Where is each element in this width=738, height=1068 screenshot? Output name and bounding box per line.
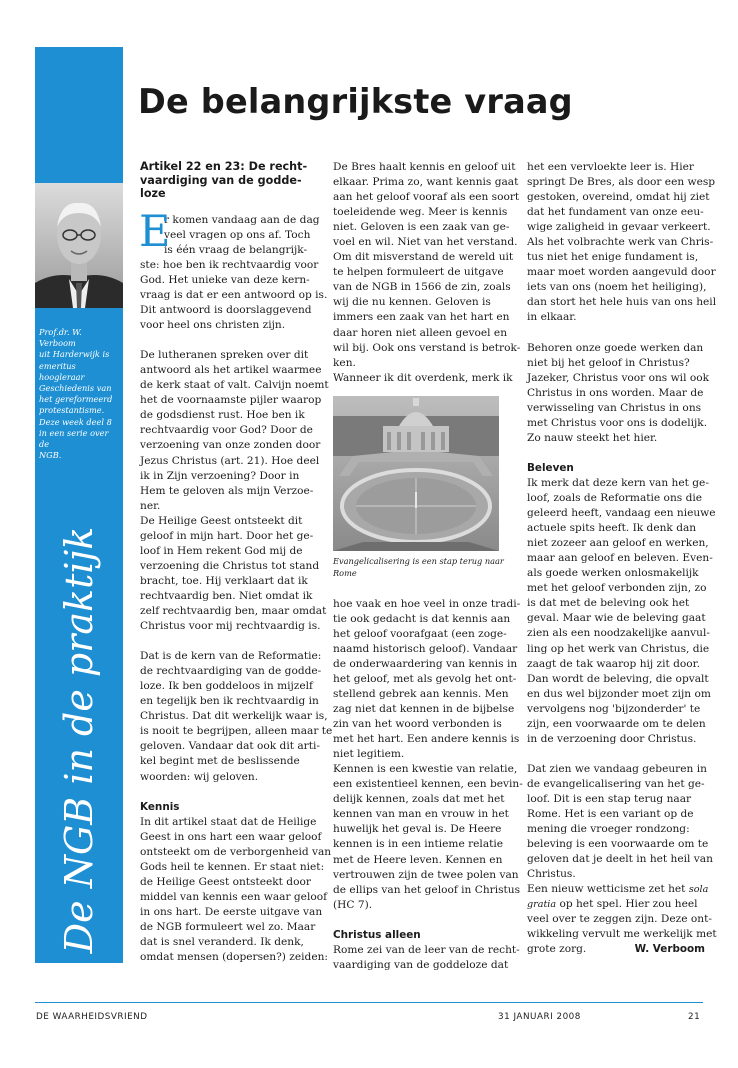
paragraph: Rome zei van de leer van de recht- vaardiging van de goddeloze dat	[333, 943, 520, 971]
series-title-box	[35, 517, 123, 963]
column-2	[333, 160, 523, 973]
series-title: De NGB in de praktijk	[57, 526, 101, 954]
author-caption-line: protestantisme.	[39, 405, 105, 416]
author-caption-line: emeritus hoogleraar	[39, 360, 85, 382]
paragraph: De lutheranen spreken over dit antwoord als het artikel waarmee de kerk staat of valt. Calvijn noemt het de voornaamste pijler waarop de godsdienst rust. Hoe ben ik rechtvaardig voor God? Door de verzoening van onze zonden door Jezus Christus (art. 21). Hoe deel ik in Zijn verzoening? Door in Hem te geloven als mijn Verzoe- ner. De Heilige Geest ontsteekt dit geloof in mijn hart. Door het ge- loof in Hem rekent God mij de verzoening die Christus tot stand bracht, toe. Hij verklaart dat ik rechtvaardig ben. Niet omdat ik zelf rechtvaardig ben, maar omdat Christus voor mij rechtvaardig is.	[140, 349, 329, 633]
footer-page-number: 21	[688, 1012, 701, 1022]
paragraph: het een vervloekte leer is. Hier springt De Bres, als door een wesp gestoken, overeind, omdat hij ziet dat het fundament van onze eeu- wige zaligheid in gevaar verkeert. Als het volbrachte werk van Chris- tus niet het enige fundament is, maar moet worden aangevuld door iets van ons (noem het heiliging), dan stort het hele huis van ons heil in elkaar.	[527, 161, 717, 324]
author-caption-line: Prof.dr. W. Verboom	[39, 327, 82, 349]
author-caption-line: NGB.	[39, 450, 62, 461]
author-signature: W. Verboom	[634, 943, 705, 956]
paragraph: In dit artikel staat dat de Heilige Geest in ons hart een waar geloof ontsteekt om de verborgenheid van Gods heil te kennen. Er staat niet: de Heilige Geest ontsteekt door middel van kennis een waar geloof in ons hart. De eerste uitgave van de NGB formuleert wel zo. Maar dat is snel veranderd. Ik denk, omdat mensen (dopersen?) zeiden:	[140, 815, 332, 964]
author-caption-line: uit Harderwijk is	[39, 349, 110, 360]
photo-caption: Evangelicalisering is een stap terug naar Rome	[333, 555, 504, 578]
paragraph: hoe vaak en hoe veel in onze tradi- tie ook gedacht is dat kennis aan het geloof voorafgaat (een zoge- naamd historisch geloof). Vandaar de onderwaardering van kennis in het geloof, met als gevolg het ont- stellend gebrek aan kennis. Men zag niet dat kennen in de bijbelse zin van het woord verbonden is met het hart. Een andere kennis is niet legitiem. Kennen is een kwestie van relatie, een existentieel kennen, een bevin- delijk kennen, zoals dat met het kennen van man en vrouw in het huwelijk het geval is. De Heere kennen is in een intieme relatie met de Heere leven. Kennen en vertrouwen zijn de twee polen van de ellips van het geloof in Christus (HC 7).	[333, 597, 523, 911]
section-heading-beleven: Beleven	[527, 461, 574, 474]
author-caption-line: Geschiedenis van	[39, 383, 112, 394]
author-portrait	[35, 183, 123, 308]
paragraph: Dat zien we vandaag gebeuren in de evangelicalisering van het ge- loof. Dit is een stap terug naar Rome. Het is een variant op de mening die vroeger rondzong: beleving is een voorwaarde om te geloven dat je deelt in het heil van Christus. Een nieuw wetticisme zet het sola gratia op het spel. Hier zou heel veel over te zeggen zijn. Deze ont- wikkeling vervult me werkelijk met grote zorg.	[527, 762, 717, 956]
intro-paragraph: E r komen vandaag aan de dag veel vragen op ons af. Toch is één vraag de belangrijk- ste: hoe ben ik rechtvaardig voor God. Het unieke van deze kern- vraag is dat er een antwoord op is. Dit antwoord is doorslaggevend voor heel ons christen zijn.	[139, 206, 328, 332]
column-1	[139, 160, 333, 965]
column-3	[527, 160, 717, 958]
author-caption-line: in een serie over de	[39, 427, 109, 450]
section-heading-kennis: Kennis	[140, 800, 180, 813]
footer-divider	[35, 1002, 703, 1003]
footer-date: 31 JANUARI 2008	[498, 1012, 581, 1022]
paragraph: Ik merk dat deze kern van het ge- loof, zoals de Reformatie ons die geleerd heeft, vandaag een nieuwe actuele spits heeft. Ik denk dan niet zozeer aan geloof en werken, maar aan geloof en beleven. Even- als goede werken onlosmakelijk met het geloof verbonden zijn, zo is dat met de beleving ook het geval. Maar wie de beleving gaat zien als een noodzakelijke aanvul- ling op het werk van Christus, die zaagt de tak waarop hij zit door. Dan wordt de beleving, die opvalt en dus wel bijzonder moet zijn om vervolgens nog 'bijzonderder' te zijn, een voorwaarde om te delen in de verzoening door Christus.	[527, 476, 716, 745]
author-caption-line: Deze week deel 8	[39, 416, 112, 427]
footer-publication: DE WAARHEIDSVRIEND	[36, 1012, 148, 1022]
article-title: De belangrijkste vraag	[138, 82, 573, 121]
paragraph: De Bres haalt kennis en geloof uit elkaar. Prima zo, want kennis gaat aan het geloof vooraf als een soort toeleidende weg. Meer is kennis niet. Geloven is een zaak van ge- voel en wil. Niet van het verstand. Om dit misverstand de wereld uit te helpen formuleert de uitgave van de NGB in 1566 de zin, zoals wij die nu kennen. Geloven is immers een zaak van het hart en daar horen niet alleen gevoel en wil bij. Ook ons verstand is betrok- ken. Wanneer ik dit overdenk, merk ik	[333, 161, 521, 384]
paragraph: Dat is de kern van de Reformatie: de rechtvaardiging van de godde- loze. Ik ben goddeloos in mijzelf en tegelijk ben ik rechtvaardig in Christus. Dat dit werkelijk waar is, is nooit te begrijpen, alleen maar te geloven. Vandaar dat ook dit arti- kel begint met de beslissende woorden: wij geloven.	[140, 650, 333, 783]
lead-heading: Artikel 22 en 23: De recht- vaardiging van de godde- loze	[140, 160, 308, 201]
drop-cap: E	[139, 206, 171, 257]
author-caption-line: het gereformeerd	[39, 394, 113, 405]
section-heading-christus-alleen: Christus alleen	[333, 928, 421, 941]
author-caption	[39, 327, 121, 461]
paragraph: Behoren onze goede werken dan niet bij het geloof in Christus? Jazeker, Christus voor ons wil ook Christus in ons worden. Maar de verwisseling van Christus in ons met Christus voor ons is dodelijk. Zo nauw steekt het hier.	[527, 341, 710, 444]
st-peters-square-photo	[333, 396, 499, 551]
